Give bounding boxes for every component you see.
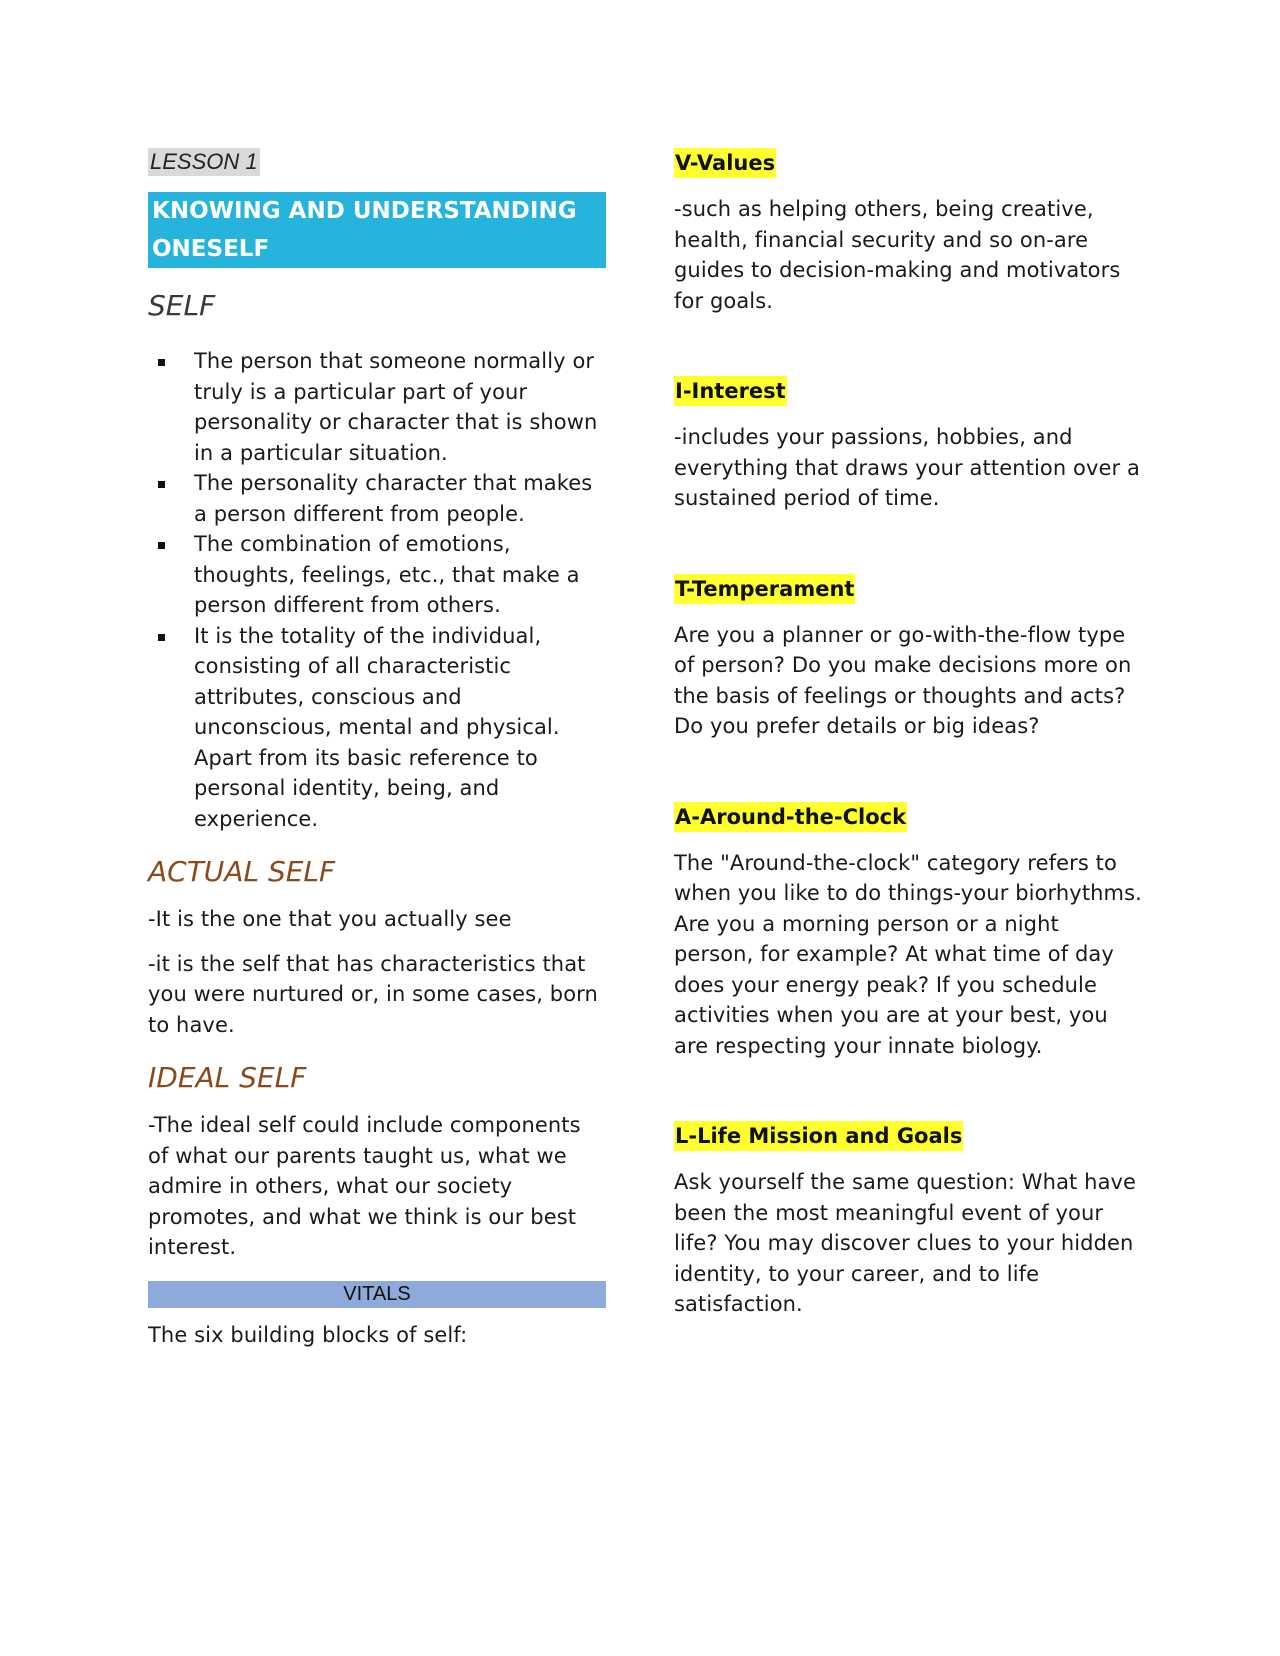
interest-heading: I-Interest: [674, 376, 787, 406]
actual-self-paragraph-1: -It is the one that you actually see: [148, 907, 512, 931]
square-bullet-icon: [158, 359, 165, 366]
self-bullet-list: [148, 346, 606, 834]
life-mission-heading: L-Life Mission and Goals: [674, 1121, 963, 1151]
vitals-banner: VITALS: [148, 1281, 606, 1308]
lesson-label: LESSON 1: [150, 149, 258, 174]
temperament-heading: T-Temperament: [674, 574, 855, 604]
left-column: [148, 148, 606, 1350]
list-item: The combination of emotions, thoughts, feelings, etc., that make a person different from others.: [148, 529, 606, 621]
list-item: The person that someone normally or truly is a particular part of your personality or character that is shown in a particular situation.: [148, 346, 606, 468]
vitals-intro: The six building blocks of self:: [148, 1322, 468, 1347]
interest-text: -includes your passions, hobbies, and everything that draws your attention over a sustained period of time.: [674, 425, 1141, 510]
lesson-title-line-2: ONESELF: [152, 236, 270, 262]
square-bullet-icon: [158, 634, 165, 641]
list-item: It is the totality of the individual, consisting of all characteristic attributes, conscious and unconscious, mental and physical. Apart from its basic reference to personal identity, being, and experience.: [148, 621, 606, 835]
right-column: [674, 148, 1144, 1320]
around-the-clock-heading: A-Around-the-Clock: [674, 802, 907, 832]
list-item: The personality character that makes a person different from people.: [148, 468, 606, 529]
lesson-title-line-1: KNOWING AND UNDERSTANDING: [152, 198, 577, 224]
ideal-self-heading: IDEAL SELF: [148, 1061, 307, 1094]
actual-self-heading: ACTUAL SELF: [148, 855, 336, 888]
around-the-clock-text: The "Around-the-clock" category refers to when you like to do things-your biorhythms. Are you a morning person or a night person, for example? At what time of day does your energy peak? If you schedule activities when you are at your best, you are respecting your innate biology.: [674, 850, 1142, 1058]
values-text: -such as helping others, being creative, health, financial security and so on-are guides to decision-making and motivators for goals.: [674, 197, 1121, 313]
square-bullet-icon: [158, 542, 165, 549]
square-bullet-icon: [158, 481, 165, 488]
values-heading: V-Values: [674, 148, 776, 178]
lesson-title-banner: [148, 192, 606, 268]
life-mission-text: Ask yourself the same question: What have been the most meaningful event of your life? You may discover clues to your hidden identity, to your career, and to life satisfaction.: [674, 1170, 1137, 1316]
temperament-text: Are you a planner or go-with-the-flow type of person? Do you make decisions more on the basis of feelings or thoughts and acts? Do you prefer details or big ideas?: [674, 622, 1132, 738]
ideal-self-paragraph: -The ideal self could include components of what our parents taught us, what we admire in others, what our society promotes, and what we think is our best interest.: [148, 1113, 581, 1259]
actual-self-paragraph-2: -it is the self that has characteristics that you were nurtured or, in some cases, born to have.: [148, 951, 598, 1037]
self-heading: SELF: [148, 289, 216, 322]
